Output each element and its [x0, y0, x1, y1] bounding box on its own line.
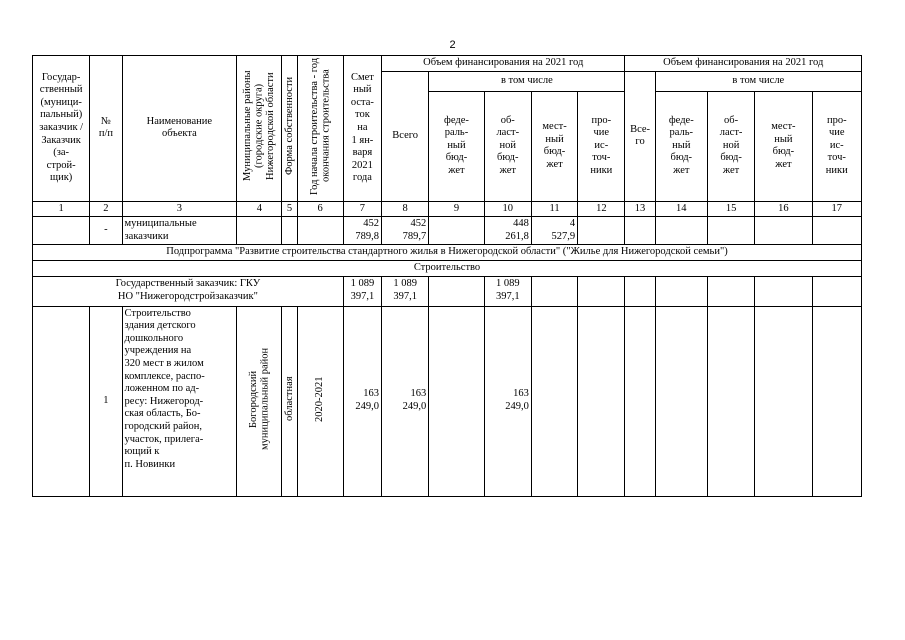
- cell-empty: [625, 306, 655, 496]
- col-number: 5: [282, 201, 297, 217]
- cell-empty: [578, 276, 625, 306]
- row-name: муниципальные заказчики: [122, 217, 237, 245]
- row-num: -: [90, 217, 122, 245]
- header-total-b: Все- го: [625, 72, 655, 202]
- col-number: 13: [625, 201, 655, 217]
- cell-empty: [655, 217, 707, 245]
- cell-empty: [812, 306, 861, 496]
- cell-empty: [625, 276, 655, 306]
- col-number: 2: [90, 201, 122, 217]
- cell-empty: [625, 217, 655, 245]
- object-years-text: 2020-2021: [314, 376, 326, 422]
- cell-empty: [755, 217, 812, 245]
- cell-empty: [812, 217, 861, 245]
- cell-empty: [578, 217, 625, 245]
- header-financing-a: Объем финансирования на 2021 год: [382, 56, 625, 72]
- header-districts-text: Муниципальные районы (городские округа) Нижегородской области: [242, 70, 277, 182]
- cell-empty: [755, 276, 812, 306]
- cell-empty: [429, 276, 484, 306]
- col-number: 9: [429, 201, 484, 217]
- header-object-name: Наименование объекта: [122, 56, 237, 202]
- page-number: 2: [449, 39, 456, 51]
- cell-empty: [578, 306, 625, 496]
- row-local: 4 527,9: [531, 217, 577, 245]
- header-ownership: [282, 56, 297, 202]
- cell-empty: [655, 306, 707, 496]
- cell-empty: [755, 306, 812, 496]
- object-ownership-text: областная: [284, 376, 296, 422]
- header-other-b: про- чие ис- точ- ники: [812, 91, 861, 201]
- header-federal-b: феде- раль- ный бюд- жет: [655, 91, 707, 201]
- row-total: 1 089 397,1: [382, 276, 429, 306]
- cell-empty: [655, 276, 707, 306]
- header-local-a: мест- ный бюд- жет: [531, 91, 577, 201]
- cell-empty: [237, 217, 282, 245]
- row-estimate: 163 249,0: [343, 306, 381, 496]
- col-number: 1: [33, 201, 90, 217]
- object-ownership: [282, 306, 297, 496]
- header-financing-b: Объем финансирования на 2021 год: [625, 56, 862, 72]
- header-num: № п/п: [90, 56, 122, 202]
- header-local-b: мест- ный бюд- жет: [755, 91, 812, 201]
- row-total: 163 249,0: [382, 306, 429, 496]
- column-numbers-row: [33, 201, 862, 217]
- header-total-a: Всего: [382, 72, 429, 202]
- cell-empty: [429, 306, 484, 496]
- col-number: 16: [755, 201, 812, 217]
- header-federal-a: феде- раль- ный бюд- жет: [429, 91, 484, 201]
- row-regional: 448 261,8: [484, 217, 531, 245]
- header-ownership-text: Форма собственности: [284, 76, 296, 176]
- municipal-customers-row: [33, 217, 862, 245]
- object-district: [237, 306, 282, 496]
- state-customer-row: [33, 276, 862, 306]
- header-years: [297, 56, 343, 202]
- header-including-b: в том числе: [655, 72, 861, 92]
- row-regional: 163 249,0: [484, 306, 531, 496]
- customer-name: Государственный заказчик: ГКУ НО "Нижегородстройзаказчик": [33, 276, 344, 306]
- col-number: 4: [237, 201, 282, 217]
- financing-table: [32, 55, 862, 497]
- cell-empty: [33, 217, 90, 245]
- row-regional: 1 089 397,1: [484, 276, 531, 306]
- row-num: 1: [90, 306, 122, 496]
- header-customer: Государ- ственный (муници- пальный) заказчик / Заказчик (за- строй- щик): [33, 56, 90, 202]
- object-name: Строительство здания детского дошкольного учреждения на 320 мест в жилом комплексе, распо- ложенном по ад- ресу: Нижегород- ская область, Бо- городский район, участок, прилега- ющий к п. Новинки: [122, 306, 237, 496]
- col-number: 7: [343, 201, 381, 217]
- cell-empty: [297, 217, 343, 245]
- row-total: 452 789,7: [382, 217, 429, 245]
- header-districts: [237, 56, 282, 202]
- col-number: 8: [382, 201, 429, 217]
- cell-empty: [531, 306, 577, 496]
- col-number: 6: [297, 201, 343, 217]
- object-years: [297, 306, 343, 496]
- col-number: 15: [707, 201, 754, 217]
- cell-empty: [707, 217, 754, 245]
- cell-empty: [812, 276, 861, 306]
- cell-empty: [707, 276, 754, 306]
- header-regional-b: об- ласт- ной бюд- жет: [707, 91, 754, 201]
- cell-empty: [33, 306, 90, 496]
- header-other-a: про- чие ис- точ- ники: [578, 91, 625, 201]
- cell-empty: [282, 217, 297, 245]
- col-number: 11: [531, 201, 577, 217]
- header-estimate: Смет ный оста- ток на 1 ян- варя 2021 года: [343, 56, 381, 202]
- header-regional-a: об- ласт- ной бюд- жет: [484, 91, 531, 201]
- cell-empty: [531, 276, 577, 306]
- object-row: [33, 306, 862, 496]
- row-estimate: 1 089 397,1: [343, 276, 381, 306]
- cell-empty: [707, 306, 754, 496]
- subprogram-heading: Подпрограмма "Развитие строительства стандартного жилья в Нижегородской области" ("Жилье для Нижегородской семьи"): [33, 245, 862, 261]
- object-district-text: Богородский муниципальный район: [247, 347, 271, 450]
- row-estimate: 452 789,8: [343, 217, 381, 245]
- col-number: 17: [812, 201, 861, 217]
- col-number: 3: [122, 201, 237, 217]
- cell-empty: [429, 217, 484, 245]
- col-number: 14: [655, 201, 707, 217]
- header-including-a: в том числе: [429, 72, 625, 92]
- col-number: 12: [578, 201, 625, 217]
- section-heading: Строительство: [33, 260, 862, 276]
- col-number: 10: [484, 201, 531, 217]
- header-years-text: Год начала строительства - год окончания строительства: [308, 57, 332, 195]
